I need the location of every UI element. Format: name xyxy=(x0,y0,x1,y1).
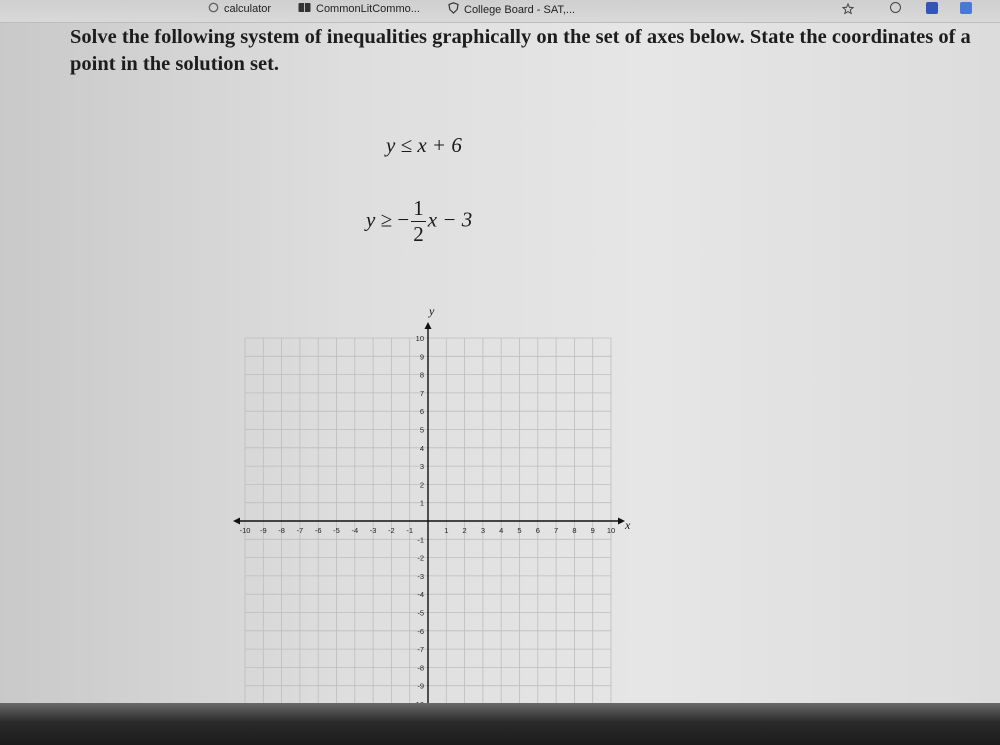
x-tick-label: -5 xyxy=(333,526,340,535)
y-axis-arrow-up xyxy=(425,322,432,329)
y-tick-label: 10 xyxy=(415,334,424,343)
y-tick-label: 8 xyxy=(419,370,424,380)
x-axis-arrow-left xyxy=(233,518,240,525)
x-tick-label: 3 xyxy=(480,526,485,535)
book-icon xyxy=(298,2,311,16)
y-tick-label: 9 xyxy=(419,352,424,362)
bookmark-college-board[interactable] xyxy=(448,2,575,17)
ineq1-op: ≤ xyxy=(400,133,413,157)
y-tick-label: -6 xyxy=(417,626,424,636)
bookmark-commonlit[interactable] xyxy=(298,2,420,16)
x-tick-label: 9 xyxy=(590,526,595,535)
y-tick-label: -7 xyxy=(417,645,424,655)
x-tick-label: -10 xyxy=(239,526,251,535)
extension-icon[interactable] xyxy=(890,2,901,13)
y-tick-label: -5 xyxy=(417,608,424,618)
y-tick-label: 1 xyxy=(419,498,424,508)
coordinate-grid[interactable] xyxy=(225,303,645,708)
x-tick-label: -4 xyxy=(351,526,359,535)
profile-icon[interactable] xyxy=(960,2,972,14)
y-tick-label: -1 xyxy=(417,535,424,545)
y-tick-label: 3 xyxy=(419,462,424,472)
y-tick-label: 7 xyxy=(419,388,424,398)
fraction-denominator: 2 xyxy=(413,222,424,246)
bookmarks-bar xyxy=(0,0,1000,23)
x-tick-label: -6 xyxy=(314,526,322,535)
y-tick-label: -3 xyxy=(417,571,424,581)
bookmark-calculator[interactable] xyxy=(208,2,271,16)
y-tick-label: 4 xyxy=(419,443,424,453)
inequality-first xyxy=(386,133,462,158)
x-tick-label: 6 xyxy=(535,526,540,535)
star-icon[interactable] xyxy=(842,2,854,14)
shield-icon xyxy=(448,2,459,17)
y-tick-label: 5 xyxy=(419,425,424,435)
y-tick-label: -4 xyxy=(417,590,424,600)
x-tick-label: -9 xyxy=(259,526,267,535)
ineq1-rhs: x + 6 xyxy=(417,133,462,157)
google-icon xyxy=(208,2,219,16)
y-axis-label: y xyxy=(429,304,435,318)
x-tick-label: 4 xyxy=(499,526,504,535)
y-tick-label: -2 xyxy=(417,553,424,563)
ineq2-fraction xyxy=(411,198,426,245)
x-axis-arrow-right xyxy=(618,518,625,525)
x-tick-label: -7 xyxy=(296,526,304,535)
x-axis-label: x xyxy=(625,518,631,532)
x-tick-label: -2 xyxy=(388,526,395,535)
y-tick-label: -8 xyxy=(417,663,424,673)
y-tick-label: -9 xyxy=(417,681,424,691)
bookmark-label: College Board - SAT,... xyxy=(464,3,576,16)
monitor-bezel xyxy=(0,703,1000,745)
x-tick-label: 5 xyxy=(517,526,522,535)
x-tick-label: 7 xyxy=(554,526,559,535)
x-tick-label: 10 xyxy=(606,526,616,535)
ineq2-op: ≥ xyxy=(380,207,393,232)
x-tick-label: -3 xyxy=(369,526,377,535)
ineq2-lhs: y xyxy=(366,207,376,232)
extension-blue-icon[interactable] xyxy=(926,2,938,14)
ineq1-lhs: y xyxy=(386,133,396,157)
ineq2-rest: x − 3 xyxy=(427,207,473,232)
x-tick-label: 8 xyxy=(572,526,577,535)
x-tick-label: 1 xyxy=(444,526,449,535)
axes xyxy=(233,322,625,708)
inequality-second xyxy=(366,198,472,245)
ineq2-sign: − xyxy=(397,207,410,232)
x-tick-label: -8 xyxy=(278,526,285,535)
y-tick-label: 6 xyxy=(419,407,424,417)
question-text: Solve the following system of inequalities graphically on the set of axes below. State the coordinates of a point in the solution set. xyxy=(70,26,971,75)
bookmark-label: calculator xyxy=(224,3,272,15)
bookmark-label: CommonLitCommo... xyxy=(316,3,420,15)
x-tick-label: 2 xyxy=(462,526,467,535)
fraction-numerator: 1 xyxy=(413,196,424,220)
x-tick-label: -1 xyxy=(406,526,414,535)
y-tick-label: 2 xyxy=(419,480,424,490)
